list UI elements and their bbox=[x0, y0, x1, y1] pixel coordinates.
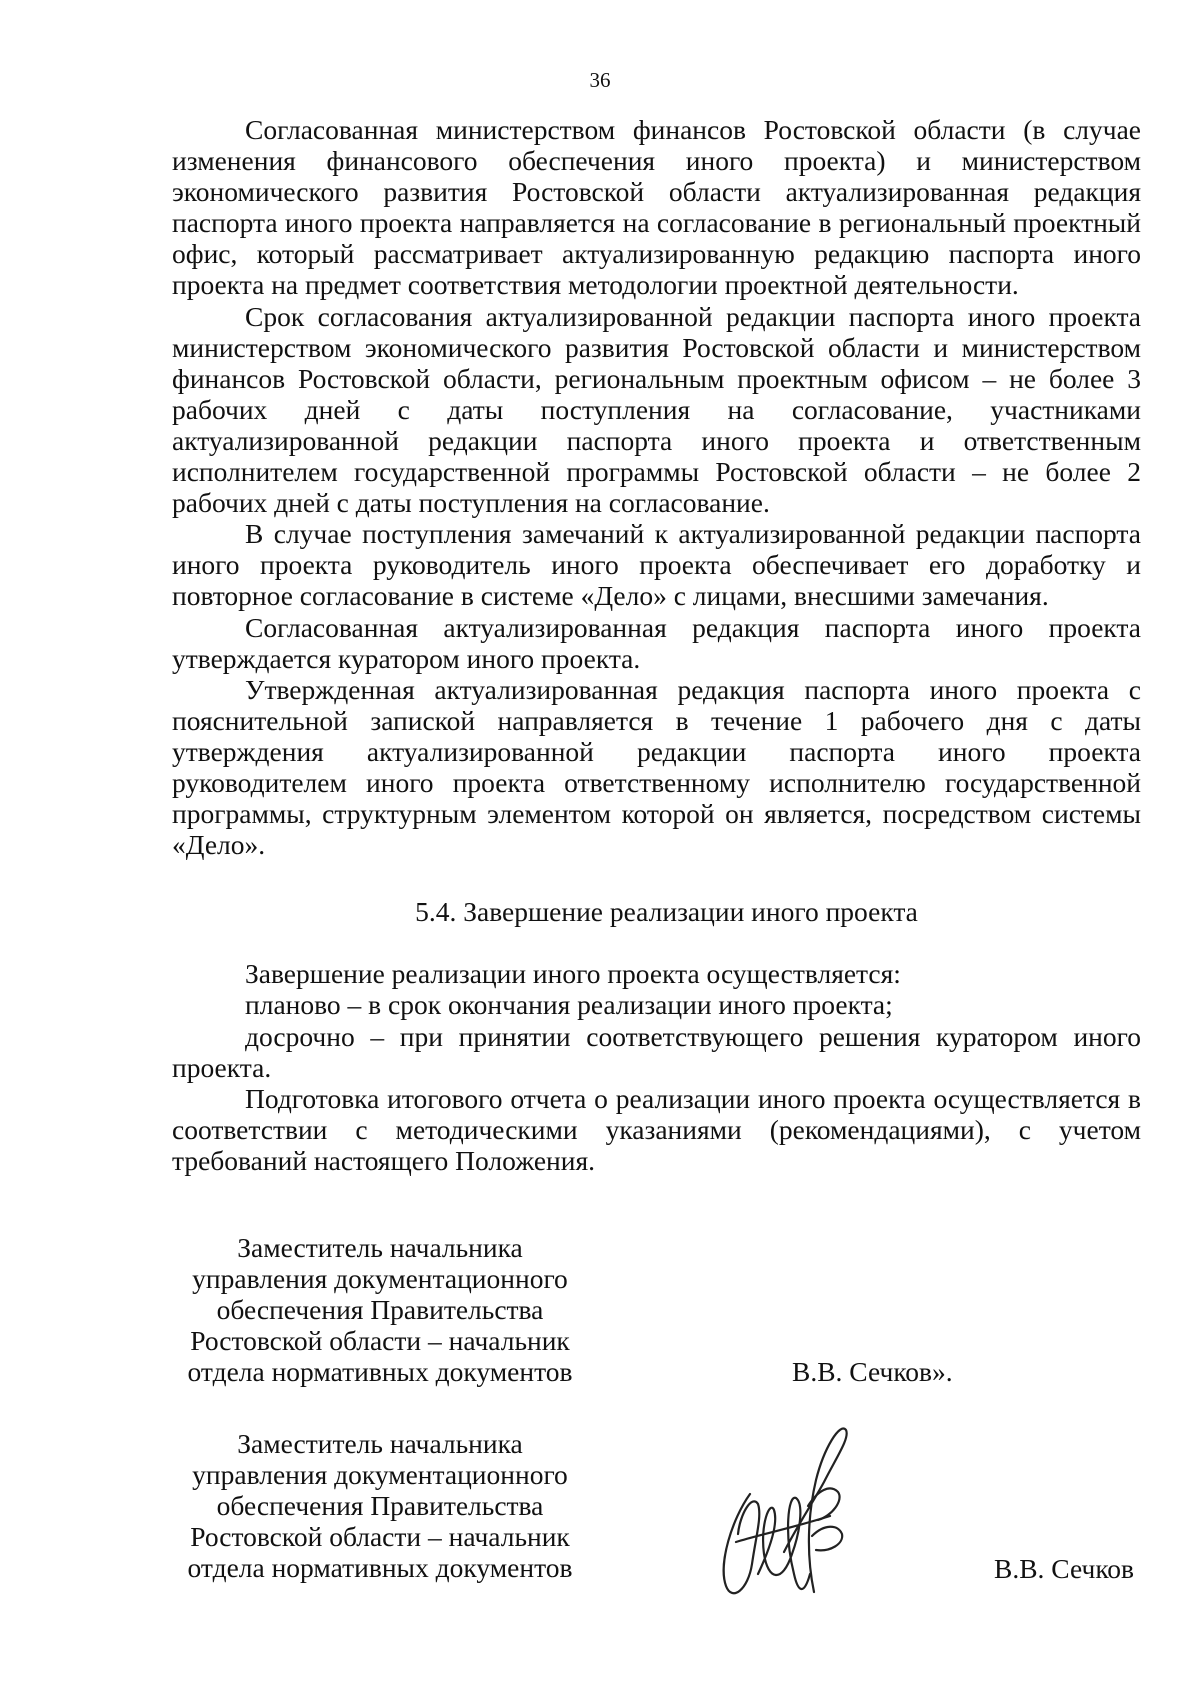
signatory-name: В.В. Сечков». bbox=[792, 1356, 953, 1387]
signature-title-line: управления документационного bbox=[192, 1263, 568, 1295]
handwritten-signature bbox=[712, 1424, 872, 1614]
paragraph-completion-planned: планово – в срок окончания реализации иного проекта; bbox=[245, 989, 893, 1021]
paragraph-completion-intro: Завершение реализации иного проекта осуществляется: bbox=[245, 958, 901, 990]
signature-title bbox=[160, 1428, 600, 1583]
signature-title-line: управления документационного bbox=[192, 1459, 568, 1491]
signature-title-line: Ростовской области – начальник bbox=[190, 1521, 570, 1553]
paragraph-remarks: В случае поступления замечаний к актуализированной редакции паспорта иного проекта руководитель иного проекта обеспечивает его доработку и повторное согласование в системе «Дело» с лицами, внесшими замечания. bbox=[172, 518, 1141, 612]
paragraph-approval-deadline: Срок согласования актуализированной редакции паспорта иного проекта министерством экономического развития Ростовской области и министерством финансов Ростовской области, региональным проектным офисом – не более 3 рабочих дней с даты поступления на согласование, участниками актуализированной редакции паспорта иного проекта и ответственным исполнителем государственной программы Ростовской области – не более 2 рабочих дней с даты поступления на согласование. bbox=[172, 300, 1141, 519]
paragraph-curator-approval: Согласованная актуализированная редакция паспорта иного проекта утверждается куратором иного проекта. bbox=[172, 611, 1141, 674]
paragraph-final-report: Подготовка итогового отчета о реализации иного проекта осуществляется в соответствии с методическими указаниями (рекомендациями), с учетом требований настоящего Положения. bbox=[172, 1082, 1141, 1176]
paragraph-approved-submission: Утвержденная актуализированная редакция паспорта иного проекта с пояснительной запиской направляется в течение 1 рабочего дня с даты утверждения актуализированной редакции паспорта иного проекта руководителем иного проекта ответственному исполнителю государственной программы, структурным элементом которой он является, посредством системы «Дело». bbox=[172, 673, 1141, 861]
signature-title-line: обеспечения Правительства bbox=[216, 1294, 544, 1326]
signature-title-line: отдела нормативных документов bbox=[187, 1356, 573, 1388]
signature-title-line: Заместитель начальника bbox=[237, 1428, 523, 1459]
signatory-name: В.В. Сечков bbox=[994, 1553, 1135, 1584]
signature-title-line: Заместитель начальника bbox=[237, 1232, 523, 1263]
signature-title-line: отдела нормативных документов bbox=[187, 1552, 573, 1584]
document-body bbox=[172, 114, 1141, 1176]
paragraph-completion-early: досрочно – при принятии соответствующего решения куратором иного проекта. bbox=[172, 1020, 1141, 1083]
signature-title bbox=[160, 1232, 600, 1387]
paragraph-approved-passport: Согласованная министерством финансов Ростовской области (в случае изменения финансового обеспечения иного проекта) и министерством экономического развития Ростовской области актуализированная редакция паспорта иного проекта направляется на согласование в региональный проектный офис, который рассматривает актуализированную редакцию паспорта иного проекта на предмет соответствия методологии проектной деятельности. bbox=[172, 114, 1141, 301]
page-number: 36 bbox=[589, 68, 611, 92]
signature-title-line: Ростовской области – начальник bbox=[190, 1325, 570, 1357]
signature-title-line: обеспечения Правительства bbox=[216, 1490, 544, 1522]
section-heading: 5.4. Завершение реализации иного проекта bbox=[415, 896, 918, 928]
